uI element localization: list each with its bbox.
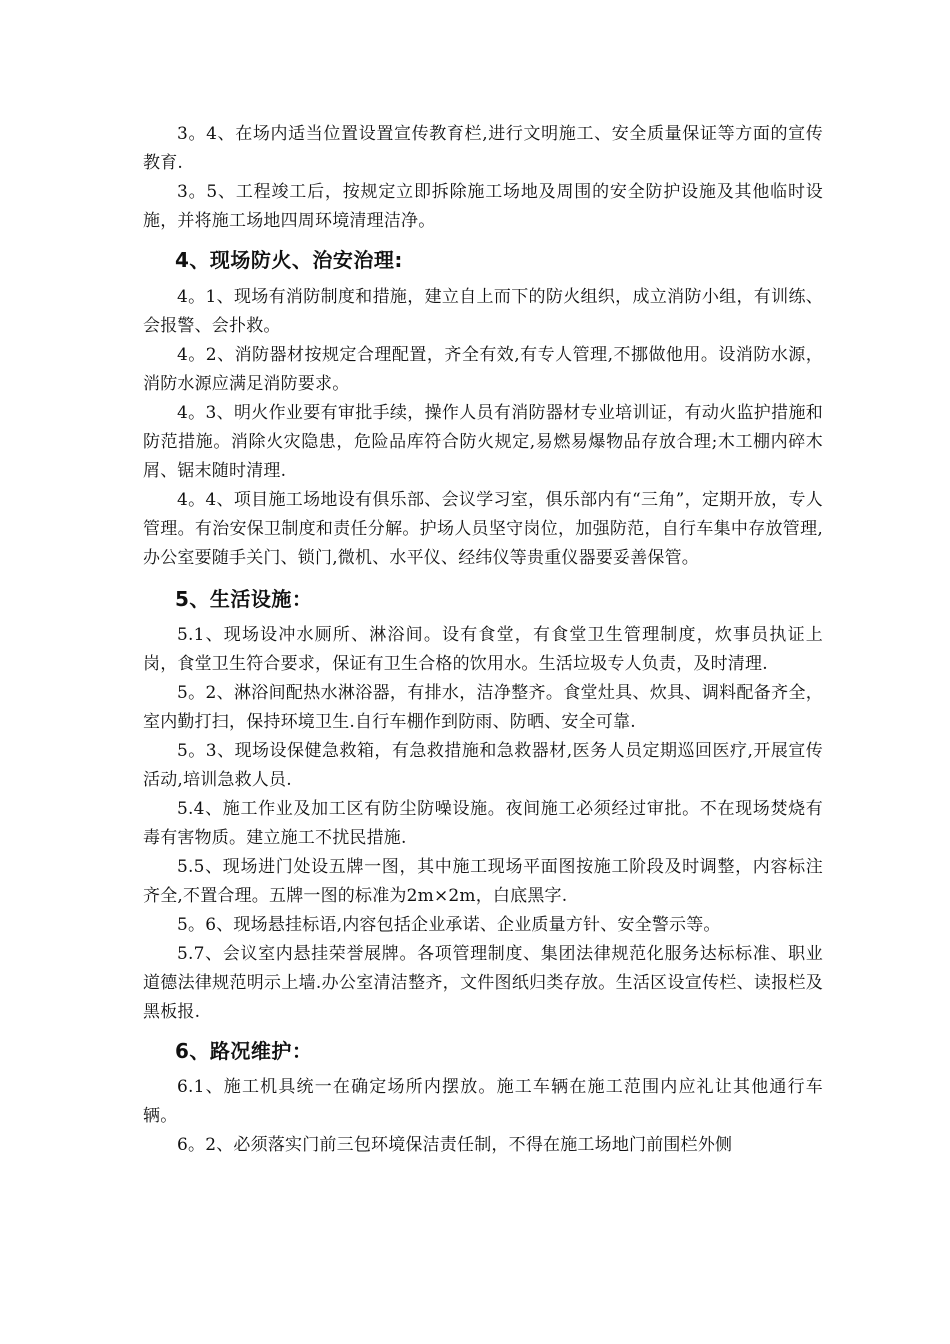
- paragraph-3-4: 3。4、在场内适当位置设置宣传教育栏,进行文明施工、安全质量保证等方面的宣传教育.: [143, 124, 823, 173]
- paragraph-5-6: 5。6、现场悬挂标语,内容包括企业承诺、企业质量方针、安全警示等。: [177, 915, 721, 935]
- document-body: [143, 120, 823, 1160]
- paragraph-6-1: 6.1、施工机具统一在确定场所内摆放。施工车辆在施工范围内应礼让其他通行车辆。: [143, 1077, 823, 1126]
- paragraph-5-1: 5.1、现场设冲水厕所、淋浴间。设有食堂，有食堂卫生管理制度，炊事员执证上岗，食堂卫生符合要求，保证有卫生合格的饮用水。生活垃圾专人负责，及时清理.: [143, 625, 823, 674]
- paragraph-4-1: 4。1、现场有消防制度和措施，建立自上而下的防火组织，成立消防小组，有训练、会报警、会扑救。: [143, 287, 823, 336]
- paragraph-5-4: 5.4、施工作业及加工区有防尘防噪设施。夜间施工必须经过审批。不在现场焚烧有毒有害物质。建立施工不扰民措施.: [143, 799, 823, 848]
- paragraph-4-3: 4。3、明火作业要有审批手续，操作人员有消防器材专业培训证，有动火监护措施和防范措施。消除火灾隐患，危险品库符合防火规定,易燃易爆物品存放合理;木工棚内碎木屑、锯末随时清理.: [143, 403, 823, 481]
- section-heading-6: 6、路况维护：: [175, 1039, 313, 1063]
- paragraph-6-2: 6。2、必须落实门前三包环境保洁责任制，不得在施工场地门前围栏外侧: [177, 1135, 733, 1155]
- paragraph-5-5: 5.5、现场进门处设五牌一图，其中施工现场平面图按施工阶段及时调整，内容标注齐全,不置合理。五牌一图的标准为2m×2m，白底黑字.: [143, 857, 823, 906]
- paragraph-5-7: 5.7、会议室内悬挂荣誉展牌。各项管理制度、集团法律规范化服务达标标准、职业道德法律规范明示上墙.办公室清洁整齐，文件图纸归类存放。生活区设宣传栏、读报栏及黑板报.: [143, 944, 823, 1022]
- paragraph-4-4: 4。4、项目施工场地设有俱乐部、会议学习室，俱乐部内有“三角”，定期开放，专人管理。有治安保卫制度和责任分解。护场人员坚守岗位，加强防范，自行车集中存放管理,办公室要随手关门、锁门,微机、水平仪、经纬仪等贵重仪器要妥善保管。: [143, 490, 823, 568]
- section-heading-4: 4、现场防火、治安治理:: [175, 248, 403, 272]
- section-heading-5: 5、生活设施：: [175, 587, 313, 611]
- paragraph-3-5: 3。5、工程竣工后，按规定立即拆除施工场地及周围的安全防护设施及其他临时设施，并将施工场地四周环境清理洁净。: [143, 182, 823, 231]
- paragraph-5-3: 5。3、现场设保健急救箱，有急救措施和急救器材,医务人员定期巡回医疗,开展宣传活动,培训急救人员.: [143, 741, 823, 790]
- paragraph-5-2: 5。2、淋浴间配热水淋浴器，有排水，洁净整齐。食堂灶具、炊具、调料配备齐全，室内勤打扫，保持环境卫生.自行车棚作到防雨、防晒、安全可靠.: [143, 683, 823, 732]
- paragraph-4-2: 4。2、消防器材按规定合理配置，齐全有效,有专人管理,不挪做他用。设消防水源，消防水源应满足消防要求。: [143, 345, 823, 394]
